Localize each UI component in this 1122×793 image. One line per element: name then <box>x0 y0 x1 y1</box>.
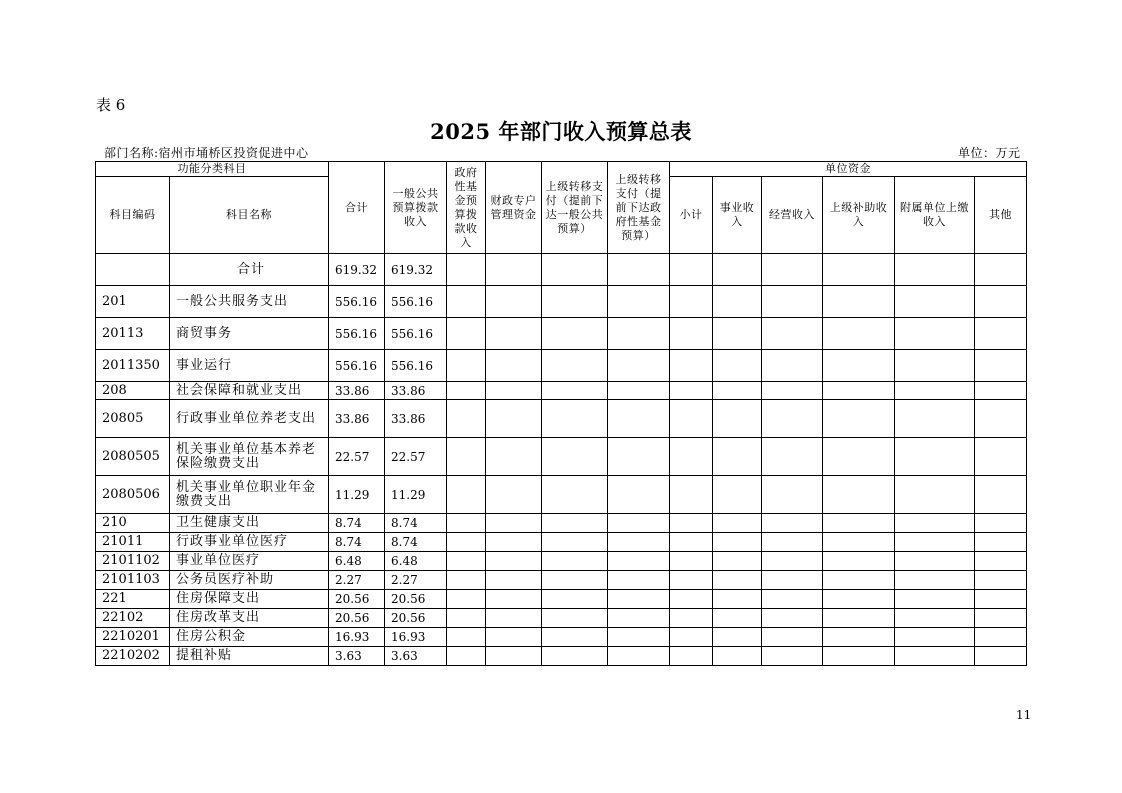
row-general: 33.86 <box>385 400 447 438</box>
empty-cell <box>608 514 670 533</box>
empty-cell <box>608 590 670 609</box>
empty-cell <box>670 438 713 476</box>
empty-cell <box>486 400 542 438</box>
empty-cell <box>670 609 713 628</box>
empty-cell <box>447 350 486 382</box>
empty-cell <box>486 286 542 318</box>
empty-cell <box>762 286 823 318</box>
empty-cell <box>895 514 975 533</box>
row-code: 2210201 <box>96 628 170 647</box>
row-general: 8.74 <box>385 514 447 533</box>
total-total: 619.32 <box>329 254 385 286</box>
table-row <box>96 628 1027 647</box>
empty-cell <box>975 609 1027 628</box>
empty-cell <box>713 438 762 476</box>
header-upper-general: 上级转移支付（提前下达一般公共预算） <box>542 162 608 254</box>
row-code: 221 <box>96 590 170 609</box>
empty-cell <box>670 286 713 318</box>
empty-cell <box>542 476 608 514</box>
header-code: 科目编码 <box>96 177 170 254</box>
empty-cell <box>608 286 670 318</box>
empty-cell <box>670 350 713 382</box>
empty-cell <box>608 438 670 476</box>
empty-cell <box>670 552 713 571</box>
empty-cell <box>447 438 486 476</box>
empty-cell <box>608 400 670 438</box>
empty-cell <box>486 318 542 350</box>
empty-cell <box>486 514 542 533</box>
header-other: 其他 <box>975 177 1027 254</box>
empty-cell <box>823 382 895 400</box>
row-total: 3.63 <box>329 647 385 666</box>
header-affiliated: 附属单位上缴收入 <box>895 177 975 254</box>
row-name: 住房改革支出 <box>170 609 329 628</box>
empty-cell <box>447 590 486 609</box>
table-row <box>96 571 1027 590</box>
row-general: 33.86 <box>385 382 447 400</box>
empty-cell <box>762 514 823 533</box>
empty-cell <box>762 571 823 590</box>
empty-cell <box>823 438 895 476</box>
row-name: 住房保障支出 <box>170 590 329 609</box>
empty-cell <box>895 628 975 647</box>
empty-cell <box>713 552 762 571</box>
row-total: 16.93 <box>329 628 385 647</box>
empty-cell <box>895 533 975 552</box>
empty-cell <box>447 609 486 628</box>
header-row-1 <box>96 162 1027 177</box>
empty-cell <box>762 533 823 552</box>
empty-cell <box>486 350 542 382</box>
row-name: 提租补贴 <box>170 647 329 666</box>
row-general: 556.16 <box>385 318 447 350</box>
empty-cell <box>823 552 895 571</box>
empty-cell <box>670 628 713 647</box>
empty-cell <box>542 350 608 382</box>
empty-cell <box>670 514 713 533</box>
row-total: 33.86 <box>329 382 385 400</box>
row-code: 201 <box>96 286 170 318</box>
empty-cell <box>823 286 895 318</box>
header-general: 一般公共预算拨款收入 <box>385 162 447 254</box>
table-row <box>96 400 1027 438</box>
total-row <box>96 254 1027 286</box>
row-code: 210 <box>96 514 170 533</box>
header-total: 合计 <box>329 162 385 254</box>
empty-cell <box>670 647 713 666</box>
empty-cell <box>447 571 486 590</box>
empty-cell <box>608 533 670 552</box>
empty-cell <box>447 400 486 438</box>
row-name: 行政事业单位养老支出 <box>170 400 329 438</box>
empty-cell <box>823 476 895 514</box>
empty-cell <box>486 647 542 666</box>
empty-cell <box>975 533 1027 552</box>
empty-cell <box>670 318 713 350</box>
empty-cell <box>542 609 608 628</box>
table-row <box>96 609 1027 628</box>
empty-cell <box>762 609 823 628</box>
empty-cell <box>895 318 975 350</box>
row-code: 208 <box>96 382 170 400</box>
empty-cell <box>975 438 1027 476</box>
empty-cell <box>975 514 1027 533</box>
empty-cell <box>895 400 975 438</box>
header-fiscal-special: 财政专户管理资金 <box>486 162 542 254</box>
row-general: 20.56 <box>385 609 447 628</box>
empty-cell <box>486 476 542 514</box>
table-row <box>96 514 1027 533</box>
empty-cell <box>823 514 895 533</box>
header-upper-fund: 上级转移支付（提前下达政府性基金预算） <box>608 162 670 254</box>
empty-cell <box>96 254 170 286</box>
row-total: 2.27 <box>329 571 385 590</box>
empty-cell <box>975 400 1027 438</box>
empty-cell <box>975 318 1027 350</box>
empty-cell <box>975 350 1027 382</box>
empty-cell <box>713 514 762 533</box>
empty-cell <box>447 382 486 400</box>
empty-cell <box>542 647 608 666</box>
empty-cell <box>975 571 1027 590</box>
empty-cell <box>895 552 975 571</box>
empty-cell <box>447 476 486 514</box>
empty-cell <box>975 382 1027 400</box>
table-row <box>96 286 1027 318</box>
empty-cell <box>762 476 823 514</box>
row-total: 20.56 <box>329 590 385 609</box>
header-unit-funds: 单位资金 <box>670 162 1027 177</box>
empty-cell <box>895 590 975 609</box>
empty-cell <box>542 318 608 350</box>
row-code: 2080506 <box>96 476 170 514</box>
page-number: 11 <box>1016 708 1032 722</box>
row-total: 20.56 <box>329 609 385 628</box>
empty-cell <box>542 590 608 609</box>
empty-cell <box>542 286 608 318</box>
table-row <box>96 350 1027 382</box>
row-code: 20113 <box>96 318 170 350</box>
row-total: 8.74 <box>329 533 385 552</box>
empty-cell <box>762 647 823 666</box>
empty-cell <box>713 318 762 350</box>
empty-cell <box>608 476 670 514</box>
page-title: 2025 年部门收入预算总表 <box>430 119 692 144</box>
empty-cell <box>713 400 762 438</box>
empty-cell <box>975 647 1027 666</box>
empty-cell <box>713 382 762 400</box>
empty-cell <box>823 533 895 552</box>
empty-cell <box>823 318 895 350</box>
row-general: 6.48 <box>385 552 447 571</box>
row-code: 21011 <box>96 533 170 552</box>
row-general: 16.93 <box>385 628 447 647</box>
table-row <box>96 476 1027 514</box>
empty-cell <box>762 590 823 609</box>
total-general: 619.32 <box>385 254 447 286</box>
row-name: 机关事业单位职业年金缴费支出 <box>170 476 329 514</box>
empty-cell <box>447 552 486 571</box>
empty-cell <box>542 514 608 533</box>
empty-cell <box>486 628 542 647</box>
empty-cell <box>762 318 823 350</box>
row-name: 卫生健康支出 <box>170 514 329 533</box>
empty-cell <box>713 286 762 318</box>
empty-cell <box>608 382 670 400</box>
row-general: 2.27 <box>385 571 447 590</box>
row-name: 一般公共服务支出 <box>170 286 329 318</box>
row-total: 556.16 <box>329 318 385 350</box>
empty-cell <box>542 552 608 571</box>
empty-cell <box>762 438 823 476</box>
empty-cell <box>670 400 713 438</box>
empty-cell <box>447 628 486 647</box>
table-row <box>96 533 1027 552</box>
empty-cell <box>542 382 608 400</box>
empty-cell <box>823 647 895 666</box>
row-total: 22.57 <box>329 438 385 476</box>
row-code: 2210202 <box>96 647 170 666</box>
empty-cell <box>895 382 975 400</box>
empty-cell <box>486 590 542 609</box>
row-name: 商贸事务 <box>170 318 329 350</box>
empty-cell <box>762 350 823 382</box>
empty-cell <box>608 628 670 647</box>
empty-cell <box>447 533 486 552</box>
empty-cell <box>713 533 762 552</box>
row-general: 11.29 <box>385 476 447 514</box>
empty-cell <box>486 552 542 571</box>
row-general: 556.16 <box>385 350 447 382</box>
empty-cell <box>447 647 486 666</box>
empty-cell <box>762 628 823 647</box>
empty-cell <box>608 552 670 571</box>
empty-cell <box>486 438 542 476</box>
empty-cell <box>895 438 975 476</box>
table-row <box>96 318 1027 350</box>
empty-cell <box>713 590 762 609</box>
empty-cell <box>823 571 895 590</box>
empty-cell <box>447 318 486 350</box>
row-total: 6.48 <box>329 552 385 571</box>
empty-cell <box>975 286 1027 318</box>
table-row <box>96 382 1027 400</box>
empty-cell <box>670 533 713 552</box>
table-number: 表 6 <box>96 96 126 114</box>
total-label: 合计 <box>170 254 329 286</box>
empty-cell <box>670 571 713 590</box>
row-code: 2101103 <box>96 571 170 590</box>
empty-cell <box>608 318 670 350</box>
row-total: 556.16 <box>329 286 385 318</box>
budget-table <box>95 161 1027 666</box>
empty-cell <box>542 628 608 647</box>
empty-cell <box>823 609 895 628</box>
empty-cell <box>713 647 762 666</box>
row-name: 事业单位医疗 <box>170 552 329 571</box>
empty-cell <box>975 476 1027 514</box>
empty-cell <box>713 628 762 647</box>
empty-cell <box>713 609 762 628</box>
row-code: 2101102 <box>96 552 170 571</box>
empty-cell <box>608 609 670 628</box>
empty-cell <box>975 628 1027 647</box>
row-code: 20805 <box>96 400 170 438</box>
row-code: 2080505 <box>96 438 170 476</box>
empty-cell <box>895 350 975 382</box>
table-row <box>96 552 1027 571</box>
header-business-income: 事业收入 <box>713 177 762 254</box>
empty-cell <box>823 590 895 609</box>
empty-cell <box>486 571 542 590</box>
row-name: 住房公积金 <box>170 628 329 647</box>
row-general: 22.57 <box>385 438 447 476</box>
empty-cell <box>762 382 823 400</box>
row-name: 公务员医疗补助 <box>170 571 329 590</box>
row-name: 社会保障和就业支出 <box>170 382 329 400</box>
empty-cell <box>713 476 762 514</box>
empty-cell <box>762 400 823 438</box>
empty-cell <box>542 533 608 552</box>
row-general: 8.74 <box>385 533 447 552</box>
department-name: 部门名称:宿州市埇桥区投资促进中心 <box>104 146 309 160</box>
row-general: 3.63 <box>385 647 447 666</box>
empty-cell <box>713 571 762 590</box>
unit-label: 单位：万元 <box>958 146 1021 160</box>
empty-cell <box>895 571 975 590</box>
empty-cell <box>975 590 1027 609</box>
empty-cell <box>486 533 542 552</box>
empty-cell <box>486 609 542 628</box>
row-total: 556.16 <box>329 350 385 382</box>
row-code: 2011350 <box>96 350 170 382</box>
empty-cell <box>608 571 670 590</box>
empty-cell <box>542 400 608 438</box>
table-row <box>96 647 1027 666</box>
header-upper-subsidy: 上级补助收入 <box>823 177 895 254</box>
row-name: 事业运行 <box>170 350 329 382</box>
empty-cell <box>823 628 895 647</box>
header-gov-fund: 政府性基金预算拨款收入 <box>447 162 486 254</box>
empty-cell <box>895 609 975 628</box>
empty-cell <box>670 590 713 609</box>
header-operating-income: 经营收入 <box>762 177 823 254</box>
empty-cell <box>895 647 975 666</box>
empty-cell <box>895 476 975 514</box>
table-row <box>96 438 1027 476</box>
table-row <box>96 590 1027 609</box>
empty-cell <box>670 476 713 514</box>
empty-cell <box>823 350 895 382</box>
header-func-class: 功能分类科目 <box>96 162 329 177</box>
empty-cell <box>542 438 608 476</box>
empty-cell <box>608 647 670 666</box>
empty-cell <box>608 350 670 382</box>
empty-cell <box>975 552 1027 571</box>
row-code: 22102 <box>96 609 170 628</box>
header-name: 科目名称 <box>170 177 329 254</box>
row-general: 556.16 <box>385 286 447 318</box>
empty-cell <box>670 382 713 400</box>
empty-cell <box>447 286 486 318</box>
row-general: 20.56 <box>385 590 447 609</box>
row-total: 11.29 <box>329 476 385 514</box>
empty-cell <box>713 350 762 382</box>
empty-cell <box>447 514 486 533</box>
row-name: 行政事业单位医疗 <box>170 533 329 552</box>
empty-cell <box>486 382 542 400</box>
empty-cell <box>542 571 608 590</box>
row-total: 8.74 <box>329 514 385 533</box>
header-subtotal: 小计 <box>670 177 713 254</box>
empty-cell <box>895 286 975 318</box>
row-name: 机关事业单位基本养老保险缴费支出 <box>170 438 329 476</box>
empty-cell <box>823 400 895 438</box>
row-total: 33.86 <box>329 400 385 438</box>
empty-cell <box>762 552 823 571</box>
